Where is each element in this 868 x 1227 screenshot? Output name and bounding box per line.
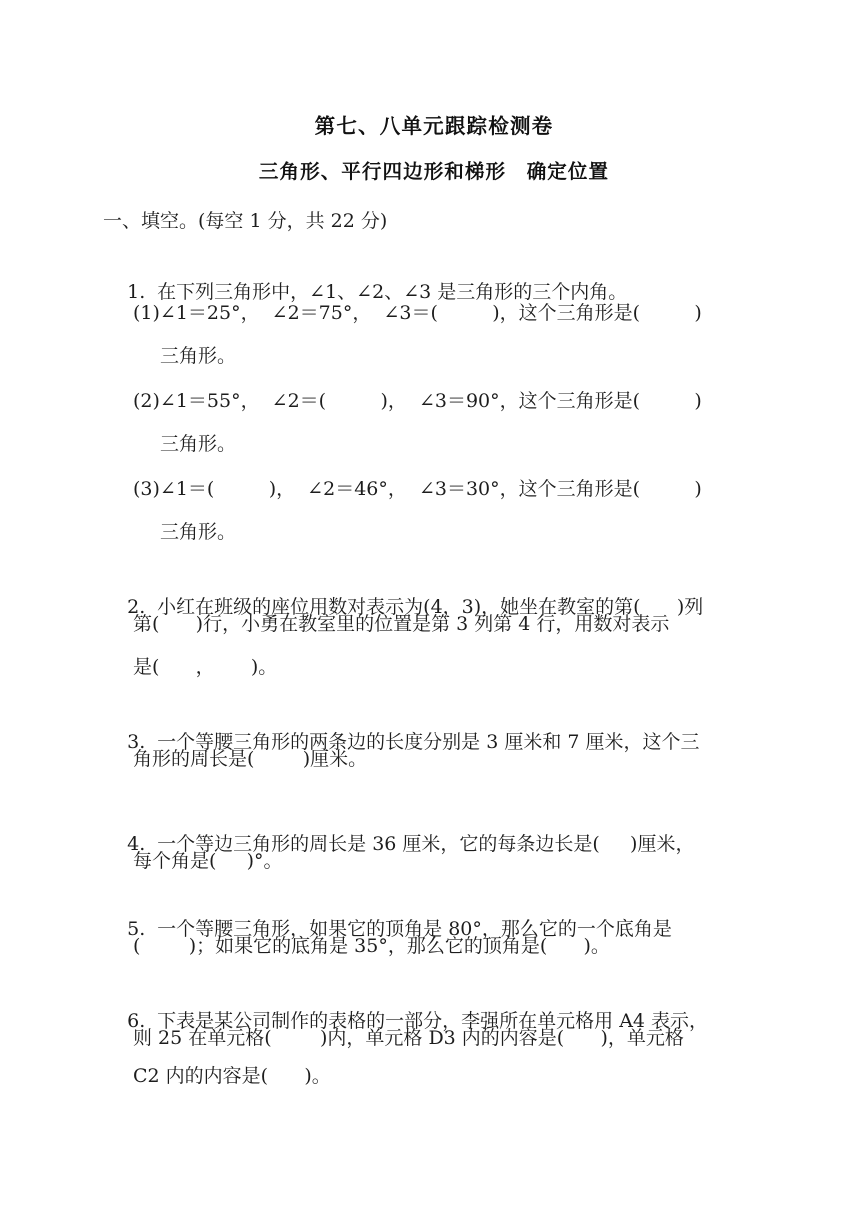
question-6-text: 下表是某公司制作的表格的一部分，李强所在单元格用 A4 表示， bbox=[157, 1010, 709, 1032]
question-1-sub-1-line-1: (1)∠1＝25°， ∠2＝75°， ∠3＝( )，这个三角形是( ) bbox=[133, 302, 702, 324]
question-5-line-2: ( )；如果它的底角是 35°，那么它的顶角是( )。 bbox=[133, 935, 610, 957]
section-header-fill-in-blank: 一、填空。(每空 1 分，共 22 分) bbox=[103, 210, 388, 232]
page-title: 第七、八单元跟踪检测卷 bbox=[314, 114, 554, 138]
question-1-sub-3-line-1: (3)∠1＝( )， ∠2＝46°， ∠3＝30°，这个三角形是( ) bbox=[133, 478, 702, 500]
question-6-number: 6. bbox=[127, 1010, 146, 1032]
question-5-text: 一个等腰三角形，如果它的顶角是 80°，那么它的一个底角是 bbox=[157, 918, 672, 940]
question-2-line-3: 是( ， )。 bbox=[133, 656, 278, 678]
question-3-line-2: 角形的周长是( )厘米。 bbox=[133, 748, 368, 770]
question-6-line-2: 则 25 在单元格( )内，单元格 D3 内的内容是( )，单元格 bbox=[133, 1027, 684, 1049]
question-1-sub-1-line-2: 三角形。 bbox=[160, 345, 237, 367]
question-6-line-3: C2 内的内容是( )。 bbox=[133, 1065, 331, 1087]
question-4-number: 4. bbox=[127, 833, 146, 855]
question-1-sub-3-line-2: 三角形。 bbox=[160, 521, 237, 543]
page-subtitle: 三角形、平行四边形和梯形 确定位置 bbox=[258, 160, 610, 183]
question-3-number: 3. bbox=[127, 731, 146, 753]
question-2-number: 2. bbox=[127, 596, 146, 618]
question-2-line-2: 第( )行，小勇在教室里的位置是第 3 列第 4 行，用数对表示 bbox=[133, 613, 670, 635]
question-3-text: 一个等腰三角形的两条边的长度分别是 3 厘米和 7 厘米，这个三 bbox=[157, 731, 700, 753]
question-4-text: 一个等边三角形的周长是 36 厘米，它的每条边长是( )厘米， bbox=[157, 833, 695, 855]
question-2-text: 小红在班级的座位用数对表示为(4，3)，她坐在教室的第( )列 bbox=[157, 596, 704, 618]
question-5-number: 5. bbox=[127, 918, 146, 940]
question-4-line-2: 每个角是( )°。 bbox=[133, 850, 283, 872]
question-1-text: 在下列三角形中，∠1、∠2、∠3 是三角形的三个内角。 bbox=[157, 281, 628, 303]
question-1-sub-2-line-2: 三角形。 bbox=[160, 433, 237, 455]
question-1-sub-2-line-1: (2)∠1＝55°， ∠2＝( )， ∠3＝90°，这个三角形是( ) bbox=[133, 390, 702, 412]
question-1-number: 1. bbox=[127, 281, 146, 303]
